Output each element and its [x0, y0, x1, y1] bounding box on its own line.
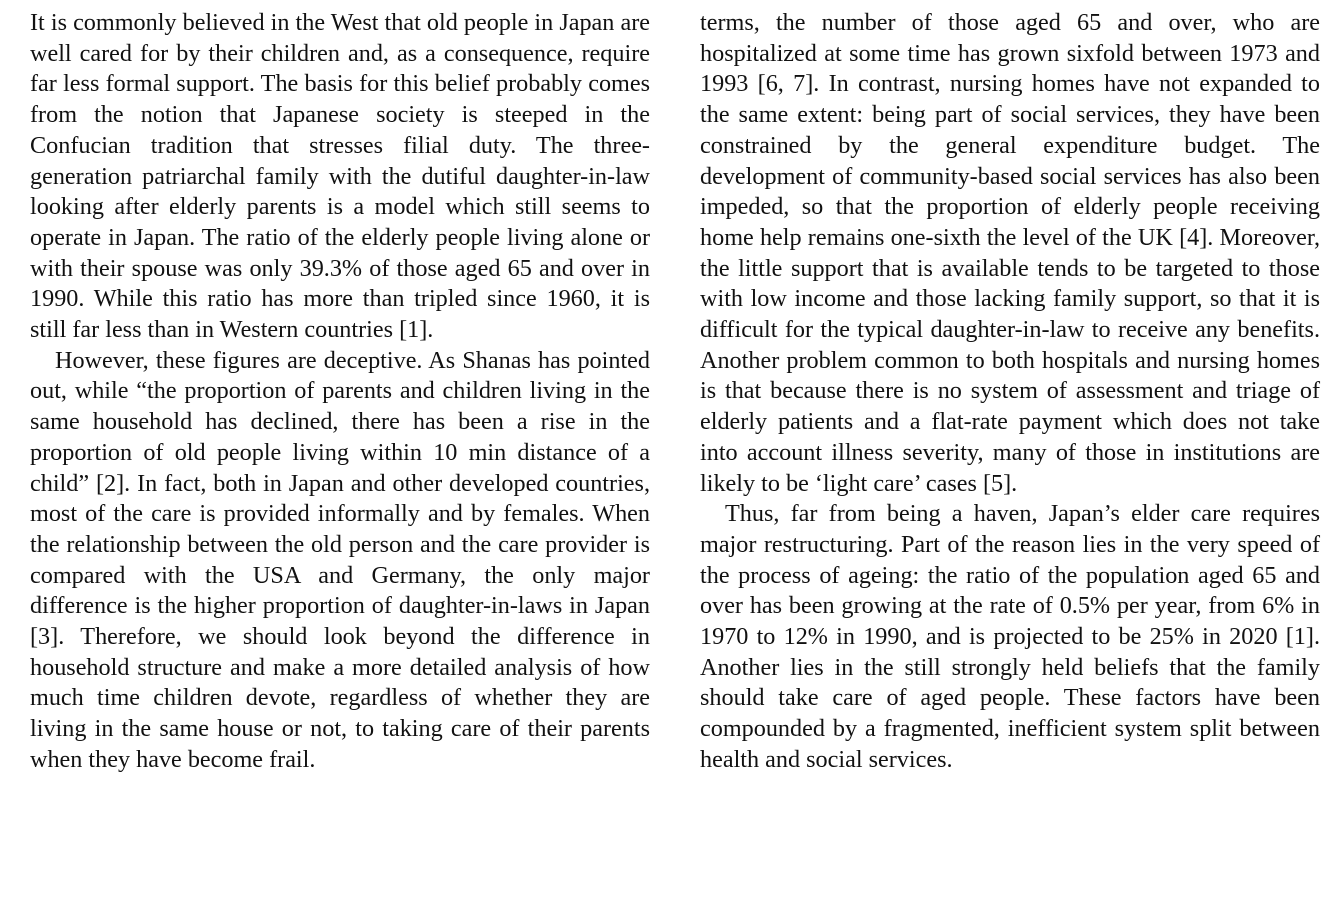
- article-page: [30, 8, 1320, 908]
- left-paragraph-1: It is commonly believed in the West that old people in Japan are well cared for by their children and, as a consequence, require far less formal support. The basis for this belief probably comes from the notion that Japanese society is steeped in the Confucian tradition that stresses filial duty. The three-generation patriarchal family with the dutiful daughter-in-law looking after elderly parents is a model which still seems to operate in Japan. The ratio of the elderly people living alone or with their spouse was only 39.3% of those aged 65 and over in 1990. While this ratio has more than tripled since 1960, it is still far less than in Western countries [1].: [30, 9, 650, 344]
- right-paragraph-2: Thus, far from being a haven, Japan’s elder care requires major restructuring. Part of the reason lies in the very speed of the process of ageing: the ratio of the population aged 65 and over has been growing at the rate of 0.5% per year, from 6% in 1970 to 12% in 1990, and is projected to be 25% in 2020 [1]. Another lies in the still strongly held beliefs that the family should take care of aged people. These factors have been compounded by a fragmented, inefficient system split between health and social services.: [700, 500, 1320, 773]
- right-column: [700, 8, 1320, 908]
- left-column: [30, 8, 650, 908]
- left-paragraph-2: However, these figures are deceptive. As Shanas has pointed out, while “the proportion of parents and children living in the same household has declined, there has been a rise in the proportion of old people living within 10 min distance of a child” [2]. In fact, both in Japan and other developed countries, most of the care is provided informally and by females. When the relationship between the old person and the care provider is compared with the USA and Germany, the only major difference is the higher proportion of daughter-in-laws in Japan [3]. Therefore, we should look beyond the difference in household structure and make a more detailed analysis of how much time children devote, regardless of whether they are living in the same house or not, to taking care of their parents when they have become frail.: [30, 346, 650, 773]
- right-paragraph-1: terms, the number of those aged 65 and over, who are hospitalized at some time has grown sixfold between 1973 and 1993 [6, 7]. In contrast, nursing homes have not expanded to the same extent: being part of social services, they have been constrained by the general expenditure budget. The development of community-based social services has also been impeded, so that the proportion of elderly people receiving home help remains one-sixth the level of the UK [4]. Moreover, the little support that is available tends to be targeted to those with low income and those lacking family support, so that it is difficult for the typical daughter-in-law to receive any benefits. Another problem common to both hospitals and nursing homes is that because there is no system of assessment and triage of elderly patients and a flat-rate payment which does not take into account illness severity, many of those in institutions are likely to be ‘light care’ cases [5].: [700, 9, 1320, 497]
